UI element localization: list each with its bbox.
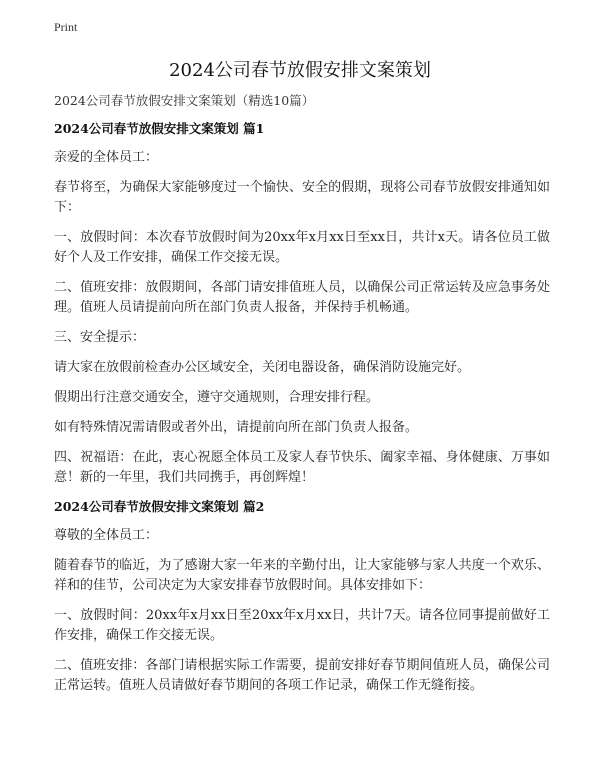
paragraph: 春节将至，为确保大家能够度过一个愉快、安全的假期，现将公司春节放假安排通知如下： (54, 180, 550, 215)
section-heading: 2024公司春节放假安排文案策划 篇1 (54, 121, 265, 136)
paragraph: 一、放假时间：本次春节放假时间为20xx年x月xx日至xx日，共计x天。请各位员工做好个人及工作安排，确保工作交接无误。 (54, 230, 550, 265)
section-2 (54, 498, 550, 696)
paragraph: 假期出行注意交通安全，遵守交通规则，合理安排行程。 (54, 390, 380, 405)
document-subtitle: 2024公司春节放假安排文案策划（精选10篇） (54, 93, 315, 108)
paragraph: 随着春节的临近，为了感谢大家一年来的辛勤付出，让大家能够与家人共度一个欢乐、祥和的佳节，公司决定为大家安排春节放假时间。具体安排如下： (54, 558, 550, 593)
paragraph: 三、安全提示： (54, 330, 146, 345)
paragraph: 四、祝福语：在此，衷心祝愿全体员工及家人春节快乐、阖家幸福、身体健康、万事如意！新的一年里，我们共同携手，再创辉煌！ (54, 450, 550, 485)
print-link[interactable]: Print (54, 20, 78, 34)
paragraph: 请大家在放假前检查办公区域安全，关闭电器设备，确保消防设施完好。 (54, 360, 471, 375)
paragraph: 如有特殊情况需请假或者外出，请提前向所在部门负责人报备。 (54, 420, 419, 435)
paragraph: 一、放假时间：20xx年x月xx日至20xx年x月xx日，共计7天。请各位同事提前做好工作安排，确保工作交接无误。 (54, 608, 550, 643)
paragraph: 二、值班安排：放假期间，各部门请安排值班人员，以确保公司正常运转及应急事务处理。值班人员请提前向所在部门负责人报备，并保持手机畅通。 (54, 280, 550, 315)
section-heading: 2024公司春节放假安排文案策划 篇2 (54, 499, 265, 514)
document-body (54, 92, 550, 706)
greeting-paragraph: 亲爱的全体员工： (54, 150, 159, 165)
document-title: 2024公司春节放假安排文案策划 (169, 60, 431, 81)
section-1 (54, 120, 550, 488)
greeting-paragraph: 尊敬的全体员工： (54, 528, 159, 543)
paragraph: 二、值班安排：各部门请根据实际工作需要，提前安排好春节期间值班人员，确保公司正常运转。值班人员请做好春节期间的各项工作记录，确保工作无缝衔接。 (54, 658, 550, 693)
